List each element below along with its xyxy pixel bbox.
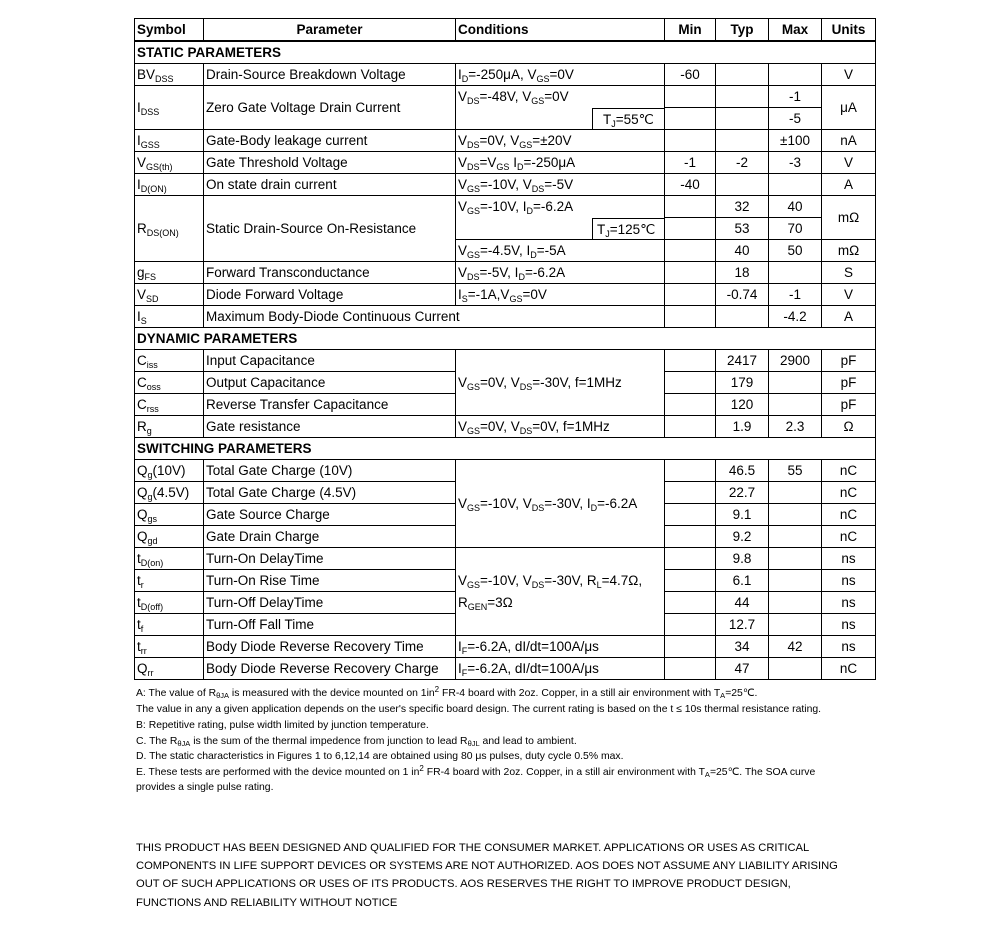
symbol-cell: $g_{FS}$ — [135, 262, 204, 284]
note-d: D. The static characteristics in Figures 1 to 6,12,14 are obtained using 80 μs pulses, duty cycle 0.5% max. — [136, 751, 624, 763]
unit-cell: nC — [822, 504, 876, 526]
typ-cell: 47 — [716, 658, 769, 680]
condition-cell: $V_{DS}=0V$, $V_{GS}=\pm 20V$ — [456, 130, 665, 152]
min-cell — [665, 86, 716, 108]
unit-cell: mΩ — [822, 196, 876, 240]
parameter-cell: Gate Threshold Voltage — [204, 152, 456, 174]
note-a: A: The value of RθJA is measured with the device mounted on $1in^2$ FR-4 board with 2oz. Copper, in a still air environment with TA=25℃. — [136, 685, 758, 700]
symbol-cell: $C_{iss}$ — [135, 350, 204, 372]
max-cell: -3 — [769, 152, 822, 174]
unit-cell: ns — [822, 614, 876, 636]
symbol-cell: $t_f$ — [135, 614, 204, 636]
unit-cell: pF — [822, 394, 876, 416]
max-cell — [769, 394, 822, 416]
max-cell: 2900 — [769, 350, 822, 372]
condition-cell: $V_{DS}=-48V$, $V_{GS}=0V$ — [456, 86, 665, 108]
typ-cell: 18 — [716, 262, 769, 284]
unit-cell: nC — [822, 460, 876, 482]
unit-cell: V — [822, 284, 876, 306]
parameter-cell: Gate Source Charge — [204, 504, 456, 526]
table-row — [135, 262, 876, 284]
col-max: Max — [769, 19, 822, 42]
max-cell — [769, 372, 822, 394]
symbol-cell: $t_{D(on)}$ — [135, 548, 204, 570]
max-cell — [769, 482, 822, 504]
typ-cell — [716, 86, 769, 108]
table-row — [135, 64, 876, 86]
unit-cell: V — [822, 64, 876, 86]
parameter-cell: Gate-Body leakage current — [204, 130, 456, 152]
min-cell — [665, 350, 716, 372]
disclaimer-line: COMPONENTS IN LIFE SUPPORT DEVICES OR SYSTEMS ARE NOT AUTHORIZED. AOS DOES NOT ASSUME ANY LIABILITY ARISING — [136, 860, 838, 873]
unit-cell: Ω — [822, 416, 876, 438]
condition-cell: $T_J=55℃$ — [456, 108, 665, 130]
table-row — [135, 636, 876, 658]
min-cell — [665, 658, 716, 680]
unit-cell: ns — [822, 592, 876, 614]
footnotes — [136, 687, 856, 795]
unit-cell: pF — [822, 350, 876, 372]
disclaimer-line: THIS PRODUCT HAS BEEN DESIGNED AND QUALIFIED FOR THE CONSUMER MARKET. APPLICATIONS OR USES AS CRITICAL — [136, 842, 810, 854]
condition-cell: $V_{GS}=-10V$, $V_{DS}=-30V$, $I_D=-6.2A$ — [456, 460, 665, 548]
condition-cell: $V_{DS}=V_{GS}$ $I_D=-250\mu A$ — [456, 152, 665, 174]
unit-cell: nC — [822, 482, 876, 504]
typ-cell: 46.5 — [716, 460, 769, 482]
min-cell — [665, 504, 716, 526]
max-cell: -5 — [769, 108, 822, 130]
typ-cell: 6.1 — [716, 570, 769, 592]
symbol-cell: $R_g$ — [135, 416, 204, 438]
symbol-cell: $V_{SD}$ — [135, 284, 204, 306]
unit-cell: ns — [822, 570, 876, 592]
max-cell: 55 — [769, 460, 822, 482]
note-a-cont: The value in any a given application depends on the user's specific board design. The current rating is based on the t ≤ 10s thermal resistance rating. — [136, 703, 822, 715]
typ-cell: 9.1 — [716, 504, 769, 526]
max-cell — [769, 658, 822, 680]
symbol-cell: $C_{rss}$ — [135, 394, 204, 416]
symbol-cell: $Q_{rr}$ — [135, 658, 204, 680]
min-cell — [665, 218, 716, 240]
section-dynamic: DYNAMIC PARAMETERS — [135, 328, 876, 350]
parameter-cell: Drain-Source Breakdown Voltage — [204, 64, 456, 86]
unit-cell: nA — [822, 130, 876, 152]
typ-cell: -0.74 — [716, 284, 769, 306]
col-min: Min — [665, 19, 716, 42]
symbol-cell: $t_{D(off)}$ — [135, 592, 204, 614]
max-cell: 2.3 — [769, 416, 822, 438]
unit-cell: V — [822, 152, 876, 174]
table-row — [135, 196, 876, 218]
parameter-cell: Turn-On DelayTime — [204, 548, 456, 570]
note-e: E. These tests are performed with the device mounted on 1 $in^2$ FR-4 board with 2oz. Copper, in a still air environment with TA=25℃. The SOA curve provides a single pulse rating. — [136, 763, 816, 793]
typ-cell: 53 — [716, 218, 769, 240]
condition-cell: $V_{GS}=-10V$, $V_{DS}=-30V$, $R_L=4.7\Omega$, $R_{GEN}=3\Omega$ — [456, 548, 665, 636]
unit-cell: ns — [822, 548, 876, 570]
max-cell: 42 — [769, 636, 822, 658]
condition-cell: $V_{DS}=-5V$, $I_D=-6.2A$ — [456, 262, 665, 284]
parameter-cell: Maximum Body-Diode Continuous Current — [204, 306, 665, 328]
table-row — [135, 416, 876, 438]
typ-cell: 2417 — [716, 350, 769, 372]
max-cell: -1 — [769, 284, 822, 306]
section-static: STATIC PARAMETERS — [135, 41, 876, 64]
min-cell — [665, 284, 716, 306]
electrical-characteristics-table — [134, 18, 876, 680]
col-parameter: Parameter — [204, 19, 456, 42]
min-cell: -60 — [665, 64, 716, 86]
typ-cell — [716, 306, 769, 328]
typ-cell: 40 — [716, 240, 769, 262]
min-cell — [665, 636, 716, 658]
min-cell — [665, 592, 716, 614]
min-cell — [665, 526, 716, 548]
condition-cell: $V_{GS}=-4.5V$, $I_D=-5A$ — [456, 240, 665, 262]
table-row — [135, 152, 876, 174]
section-switching: SWITCHING PARAMETERS — [135, 438, 876, 460]
max-cell — [769, 64, 822, 86]
unit-cell: μA — [822, 86, 876, 130]
parameter-cell: Gate Drain Charge — [204, 526, 456, 548]
typ-cell — [716, 108, 769, 130]
col-typ: Typ — [716, 19, 769, 42]
typ-cell: 9.2 — [716, 526, 769, 548]
typ-cell: 9.8 — [716, 548, 769, 570]
min-cell — [665, 196, 716, 218]
typ-cell: 32 — [716, 196, 769, 218]
min-cell — [665, 240, 716, 262]
col-symbol: Symbol — [135, 19, 204, 42]
max-cell — [769, 262, 822, 284]
typ-cell: 12.7 — [716, 614, 769, 636]
parameter-cell: Gate resistance — [204, 416, 456, 438]
typ-cell: 22.7 — [716, 482, 769, 504]
max-cell — [769, 504, 822, 526]
max-cell: 70 — [769, 218, 822, 240]
parameter-cell: Turn-Off DelayTime — [204, 592, 456, 614]
table-row — [135, 548, 876, 570]
max-cell: 50 — [769, 240, 822, 262]
symbol-cell: $I_{GSS}$ — [135, 130, 204, 152]
unit-cell: S — [822, 262, 876, 284]
symbol-cell: $I_{D(ON)}$ — [135, 174, 204, 196]
max-cell — [769, 614, 822, 636]
parameter-cell: Turn-Off Fall Time — [204, 614, 456, 636]
table-row — [135, 658, 876, 680]
parameter-cell: Reverse Transfer Capacitance — [204, 394, 456, 416]
unit-cell: nC — [822, 658, 876, 680]
parameter-cell: Diode Forward Voltage — [204, 284, 456, 306]
min-cell — [665, 262, 716, 284]
condition-cell: $V_{GS}=-10V$, $I_D=-6.2A$ — [456, 196, 665, 218]
symbol-cell: $Q_{gd}$ — [135, 526, 204, 548]
unit-cell: mΩ — [822, 240, 876, 262]
condition-cell: $V_{GS}=-10V$, $V_{DS}=-5V$ — [456, 174, 665, 196]
typ-cell: -2 — [716, 152, 769, 174]
parameter-cell: Forward Transconductance — [204, 262, 456, 284]
typ-cell: 1.9 — [716, 416, 769, 438]
symbol-cell: $t_{rr}$ — [135, 636, 204, 658]
disclaimer-line: OUT OF SUCH APPLICATIONS OR USES OF ITS PRODUCTS. AOS RESERVES THE RIGHT TO IMPROVE PRODUCT DESIGN, — [136, 878, 791, 891]
min-cell — [665, 130, 716, 152]
min-cell — [665, 614, 716, 636]
note-b: B: Repetitive rating, pulse width limited by junction temperature. — [136, 720, 429, 732]
symbol-cell: $Q_g(4.5V)$ — [135, 482, 204, 504]
symbol-cell: $C_{oss}$ — [135, 372, 204, 394]
condition-cell: $V_{GS}=0V$, $V_{DS}=0V$, f=1MHz — [456, 416, 665, 438]
symbol-cell: $BV_{DSS}$ — [135, 64, 204, 86]
max-cell: -1 — [769, 86, 822, 108]
parameter-cell: Turn-On Rise Time — [204, 570, 456, 592]
min-cell — [665, 460, 716, 482]
condition-cell: $V_{GS}=0V$, $V_{DS}=-30V$, f=1MHz — [456, 350, 665, 416]
table-row — [135, 284, 876, 306]
typ-cell: 120 — [716, 394, 769, 416]
col-units: Units — [822, 19, 876, 42]
unit-cell: pF — [822, 372, 876, 394]
symbol-cell: $I_{DSS}$ — [135, 86, 204, 130]
disclaimer-line: FUNCTIONS AND RELIABILITY WITHOUT NOTICE — [136, 896, 398, 909]
symbol-cell: $t_r$ — [135, 570, 204, 592]
typ-cell: 44 — [716, 592, 769, 614]
max-cell: ±100 — [769, 130, 822, 152]
min-cell — [665, 482, 716, 504]
parameter-cell: Body Diode Reverse Recovery Time — [204, 636, 456, 658]
col-conditions: Conditions — [456, 19, 665, 42]
parameter-cell: Input Capacitance — [204, 350, 456, 372]
condition-cell: $T_J=125℃$ — [456, 218, 665, 240]
symbol-cell: $I_S$ — [135, 306, 204, 328]
typ-cell — [716, 130, 769, 152]
min-cell — [665, 570, 716, 592]
unit-cell: nC — [822, 526, 876, 548]
parameter-cell: Total Gate Charge (4.5V) — [204, 482, 456, 504]
parameter-cell: Static Drain-Source On-Resistance — [204, 196, 456, 262]
max-cell — [769, 526, 822, 548]
parameter-cell: Output Capacitance — [204, 372, 456, 394]
max-cell — [769, 548, 822, 570]
parameter-cell: On state drain current — [204, 174, 456, 196]
condition-cell: $I_S=-1A,V_{GS}=0V$ — [456, 284, 665, 306]
typ-cell — [716, 174, 769, 196]
table-row — [135, 350, 876, 372]
max-cell: -4.2 — [769, 306, 822, 328]
typ-cell: 179 — [716, 372, 769, 394]
parameter-cell: Body Diode Reverse Recovery Charge — [204, 658, 456, 680]
max-cell — [769, 174, 822, 196]
unit-cell: A — [822, 174, 876, 196]
condition-cell: $I_F=-6.2A$, dI/dt=100A/μs — [456, 636, 665, 658]
parameter-cell: Total Gate Charge (10V) — [204, 460, 456, 482]
table-row — [135, 460, 876, 482]
note-c: C. The RθJA is the sum of the thermal impedence from junction to lead RθJL and lead to ambient. — [136, 735, 577, 748]
max-cell — [769, 570, 822, 592]
table-row — [135, 306, 876, 328]
min-cell: -1 — [665, 152, 716, 174]
table-row — [135, 86, 876, 108]
condition-cell: $I_F=-6.2A$, dI/dt=100A/μs — [456, 658, 665, 680]
typ-cell: 34 — [716, 636, 769, 658]
max-cell: 40 — [769, 196, 822, 218]
min-cell — [665, 548, 716, 570]
symbol-cell: $R_{DS(ON)}$ — [135, 196, 204, 262]
header-row — [135, 19, 876, 42]
typ-cell — [716, 64, 769, 86]
min-cell — [665, 416, 716, 438]
parameter-cell: Zero Gate Voltage Drain Current — [204, 86, 456, 130]
disclaimer — [136, 839, 876, 912]
table-row — [135, 130, 876, 152]
condition-cell: $I_D=-250\mu A$, $V_{GS}=0V$ — [456, 64, 665, 86]
min-cell — [665, 372, 716, 394]
unit-cell: ns — [822, 636, 876, 658]
min-cell — [665, 108, 716, 130]
min-cell — [665, 306, 716, 328]
table-row — [135, 174, 876, 196]
min-cell — [665, 394, 716, 416]
symbol-cell: $Q_g(10V)$ — [135, 460, 204, 482]
symbol-cell: $V_{GS(th)}$ — [135, 152, 204, 174]
unit-cell: A — [822, 306, 876, 328]
symbol-cell: $Q_{gs}$ — [135, 504, 204, 526]
max-cell — [769, 592, 822, 614]
min-cell: -40 — [665, 174, 716, 196]
